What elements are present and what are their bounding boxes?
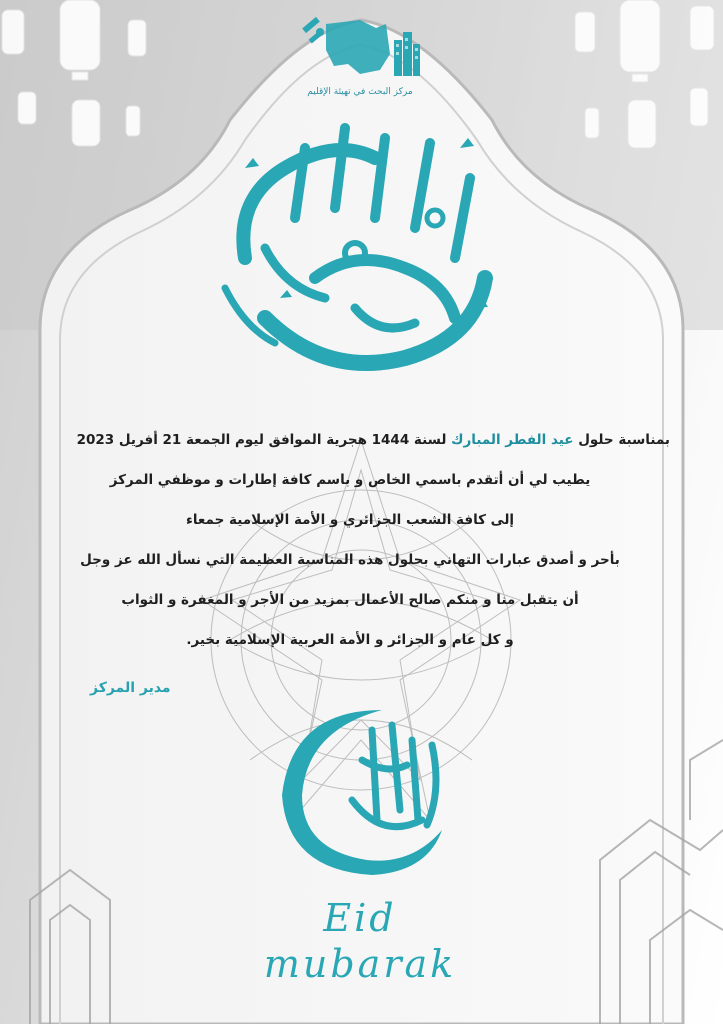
eid-mubarak-calligraphy	[205, 108, 515, 398]
message-line-1	[30, 420, 670, 460]
message-line-6: و كل عام و الجزائر و الأمة العربية الإسلامية بخير.	[186, 632, 514, 648]
logo-caption: مركز البحث في تهيئة الإقليم	[307, 87, 413, 97]
satellite-map-logo-icon	[290, 14, 430, 89]
message-line-2: يطيب لي أن أتقدم باسمي الخاص و باسم كافة إطارات و موظفي المركز	[109, 472, 591, 488]
message-line-4: بأحر و أصدق عبارات التهاني بحلول هذه المناسبة العظيمة التي نسأل الله عز وجل	[80, 552, 620, 568]
message-line-5: أن يتقبل منا و منكم صالح الأعمال بمزيد من الأجر و المغفرة و الثواب	[121, 592, 579, 608]
message-line-3: إلى كافة الشعب الجزائري و الأمة الإسلامية جمعاء	[185, 512, 515, 528]
greeting-message	[30, 420, 670, 660]
eid-al-fitr-highlight: عيد الفطر المبارك	[451, 432, 574, 448]
message-line-1-before: بمناسبة حلول	[573, 432, 670, 448]
director-signature: مدير المركز	[90, 680, 171, 696]
eid-mubarak-latin	[200, 895, 520, 987]
mubarak-word: mubarak	[263, 942, 457, 986]
message-line-1-after: لسنة 1444 هجرية الموافق ليوم الجمعة 21 أفريل 2023	[76, 432, 452, 448]
eid-word: Eid	[323, 896, 397, 940]
center-logo	[290, 14, 430, 114]
crescent-calligraphy	[262, 700, 462, 880]
